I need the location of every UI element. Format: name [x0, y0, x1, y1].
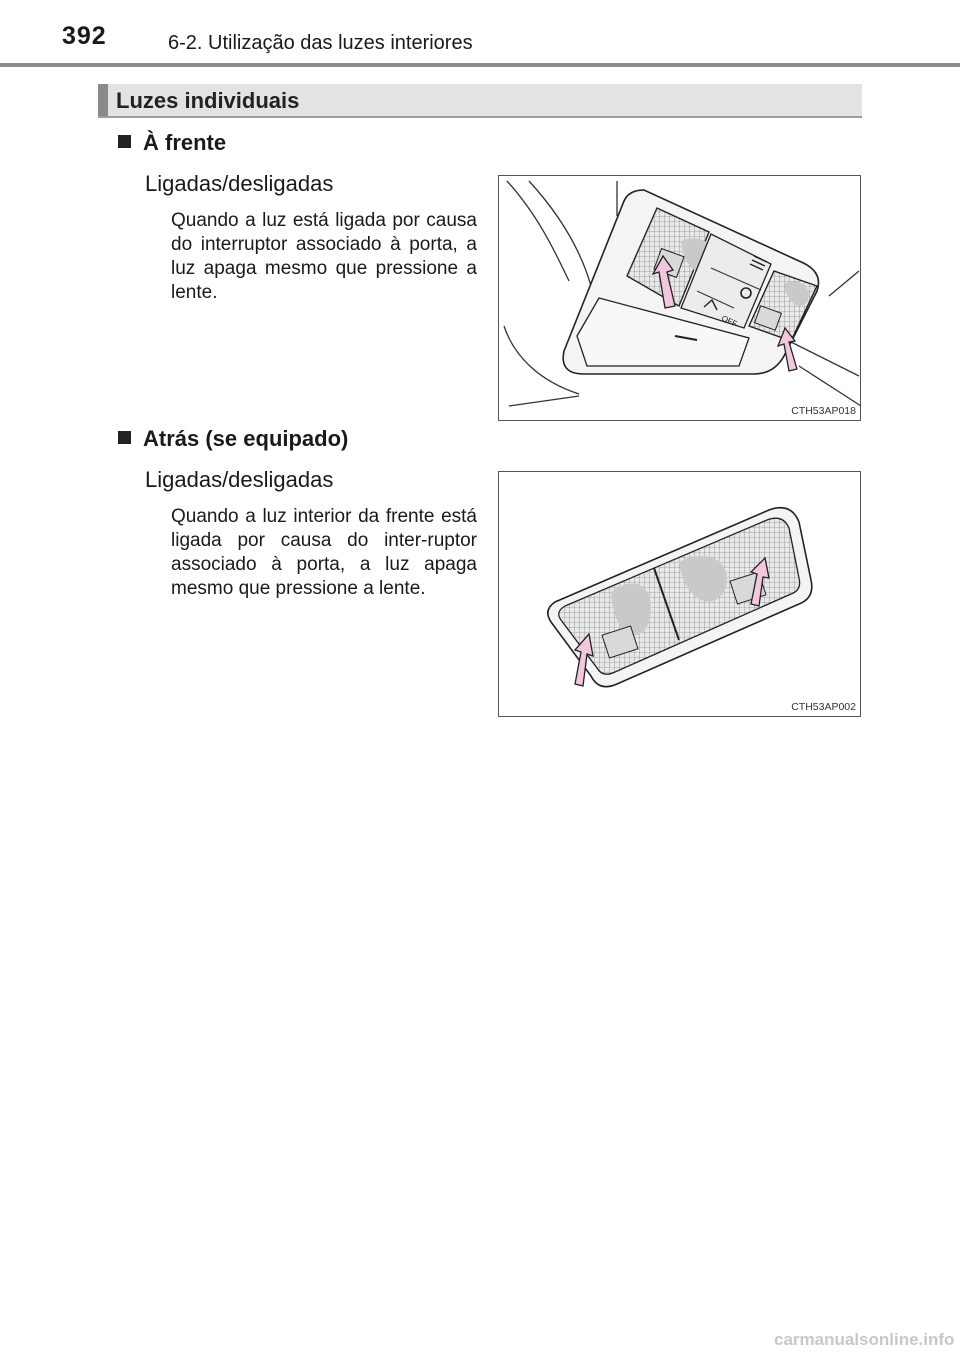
rear-console-illustration [499, 472, 862, 718]
square-bullet-icon [118, 431, 131, 444]
section-title: Luzes individuais [116, 88, 300, 113]
section-title-bar [98, 84, 862, 118]
rear-description: Quando a luz interior da frente está ligada por causa do inter-ruptor associado à porta, a luz apaga mesmo que pressione a lente. [171, 506, 477, 599]
square-bullet-icon [118, 135, 131, 148]
front-figure-code: CTH53AP018 [791, 405, 856, 417]
header-rule [0, 63, 960, 67]
front-description: Quando a luz está ligada por causa do interruptor associado à porta, a luz apaga mesmo que pressione a lente. [171, 210, 477, 303]
chapter-title: 6-2. Utilização das luzes interiores [168, 32, 473, 54]
rear-heading [118, 426, 348, 452]
front-lead: Ligadas/desligadas [145, 171, 334, 196]
front-lights-figure [498, 175, 861, 421]
page-number: 392 [62, 22, 107, 50]
section-accent [98, 84, 108, 116]
rear-lead: Ligadas/desligadas [145, 467, 334, 492]
rear-figure-code: CTH53AP002 [791, 701, 856, 713]
front-console-illustration [499, 176, 862, 422]
front-heading-text: À frente [143, 130, 227, 155]
front-heading [118, 130, 226, 156]
rear-heading-text: Atrás (se equipado) [143, 426, 349, 451]
switch-off-label: OFF [720, 313, 739, 329]
rear-lights-figure [498, 471, 861, 717]
watermark: carmanualsonline.info [774, 1330, 955, 1349]
